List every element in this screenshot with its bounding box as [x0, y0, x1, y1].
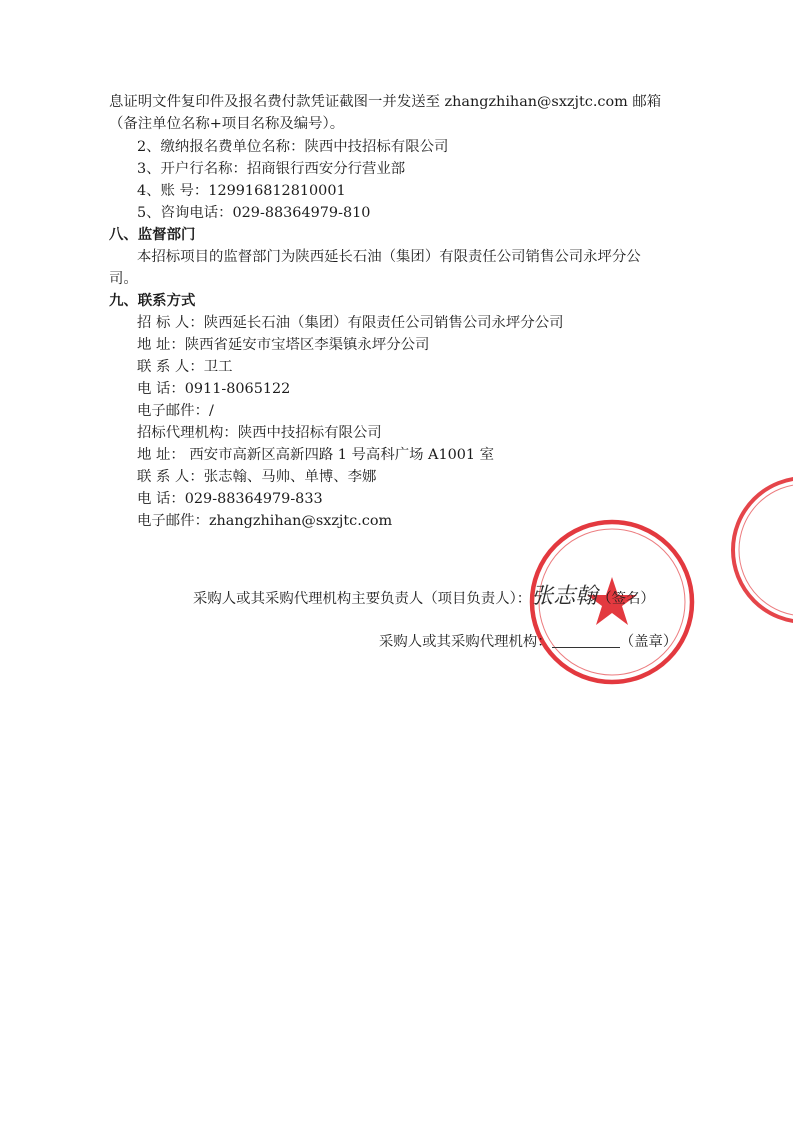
body-text-line: 本招标项目的监督部门为陕西延长石油（集团）有限责任公司销售公司永坪分公	[137, 249, 641, 265]
stamp-suffix: （盖章）	[619, 634, 678, 650]
contact-line: 联 系 人：卫工	[137, 359, 233, 375]
contact-line: 电子邮件：/	[137, 403, 214, 419]
section-heading-contact: 九、联系方式	[109, 293, 196, 309]
body-text-line: （备注单位名称+项目名称及编号）。	[109, 116, 345, 132]
contact-line: 招标代理机构：陕西中技招标有限公司	[137, 425, 382, 441]
section-heading-supervision: 八、监督部门	[109, 227, 196, 243]
payment-item: 3、开户行名称：招商银行西安分行营业部	[137, 161, 406, 177]
agency-label: 采购人或其采购代理机构：	[379, 634, 552, 650]
signature-line-responsible-person	[193, 584, 655, 609]
body-text-line: 息证明文件复印件及报名费付款凭证截图一并发送至 zhangzhihan@sxzjtc.com 邮箱	[109, 94, 662, 110]
payment-item: 2、缴纳报名费单位名称：陕西中技招标有限公司	[137, 139, 449, 155]
handwritten-signature: 张志翰	[531, 584, 598, 609]
contact-line: 电 话：029-88364979-833	[137, 491, 323, 507]
stamp-blank	[552, 633, 620, 648]
contact-line: 招 标 人：陕西延长石油（集团）有限责任公司销售公司永坪分公司	[137, 315, 564, 331]
payment-item: 4、账 号：129916812810001	[137, 183, 346, 199]
body-text-line: 司。	[109, 271, 138, 287]
partial-seal-stamp	[690, 470, 793, 630]
contact-line: 地 址：陕西省延安市宝塔区李渠镇永坪分公司	[137, 337, 430, 353]
contact-line: 地 址： 西安市高新区高新四路 1 号高科广场 A1001 室	[137, 447, 495, 463]
signature-line-agency	[379, 632, 677, 652]
contact-line: 电 话：0911-8065122	[137, 381, 291, 397]
contact-line: 电子邮件：zhangzhihan@sxzjtc.com	[137, 513, 393, 529]
signature-label: 采购人或其采购代理机构主要负责人（项目负责人）：	[193, 591, 532, 607]
signature-suffix: （签名）	[597, 591, 655, 607]
contact-line: 联 系 人：张志翰、马帅、单博、李娜	[137, 469, 377, 485]
payment-item: 5、咨询电话：029-88364979-810	[137, 205, 371, 221]
